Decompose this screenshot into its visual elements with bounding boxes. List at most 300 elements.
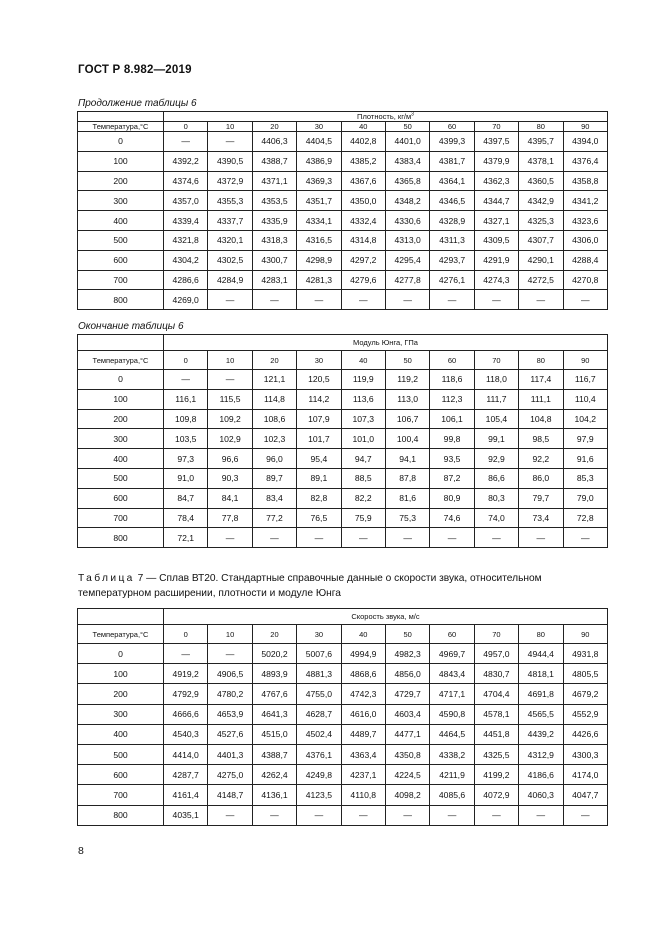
value-cell: 4287,7	[164, 765, 208, 785]
column-header: 30	[297, 122, 341, 132]
column-header: 90	[563, 351, 607, 370]
value-cell: 90,3	[208, 468, 252, 488]
value-cell: 4211,9	[430, 765, 474, 785]
value-cell: 83,4	[252, 488, 296, 508]
density-table	[77, 111, 608, 310]
value-cell: 97,9	[563, 429, 607, 449]
column-header: 70	[474, 351, 518, 370]
value-cell: —	[297, 290, 341, 310]
value-cell: 4401,3	[208, 744, 252, 764]
value-cell: 4399,3	[430, 132, 474, 152]
group-header-row	[78, 335, 608, 351]
value-cell: —	[297, 805, 341, 825]
column-header: 90	[563, 625, 607, 644]
value-cell: —	[164, 370, 208, 390]
value-cell: 4274,3	[474, 270, 518, 290]
value-cell: —	[385, 290, 429, 310]
value-cell: 99,8	[430, 429, 474, 449]
value-cell: 93,5	[430, 449, 474, 469]
value-cell: 104,8	[519, 409, 563, 429]
value-cell: 92,9	[474, 449, 518, 469]
value-cell: 4325,3	[519, 211, 563, 231]
value-cell: 74,6	[430, 508, 474, 528]
value-cell: 4818,1	[519, 664, 563, 684]
value-cell: 4628,7	[297, 704, 341, 724]
value-cell: 4199,2	[474, 765, 518, 785]
value-cell: 4527,6	[208, 724, 252, 744]
value-cell: 75,9	[341, 508, 385, 528]
value-cell: 4780,2	[208, 684, 252, 704]
value-cell: 4342,9	[519, 191, 563, 211]
table-row	[78, 290, 608, 310]
value-cell: 4337,7	[208, 211, 252, 231]
column-header: 40	[341, 122, 385, 132]
value-cell: 106,1	[430, 409, 474, 429]
value-cell: 4379,9	[474, 151, 518, 171]
value-cell: 121,1	[252, 370, 296, 390]
temperature-cell: 500	[78, 468, 164, 488]
value-cell: —	[208, 370, 252, 390]
value-cell: 4350,8	[385, 744, 429, 764]
value-cell: 86,0	[519, 468, 563, 488]
value-cell: 4350,0	[341, 191, 385, 211]
value-cell: 4856,0	[385, 664, 429, 684]
value-cell: 94,1	[385, 449, 429, 469]
table-row	[78, 250, 608, 270]
value-cell: 108,6	[252, 409, 296, 429]
group-header	[164, 112, 608, 122]
value-cell: 104,2	[563, 409, 607, 429]
column-header: 50	[385, 122, 429, 132]
table-row	[78, 704, 608, 724]
value-cell: 96,6	[208, 449, 252, 469]
value-cell: 4276,1	[430, 270, 474, 290]
value-cell: 76,5	[297, 508, 341, 528]
value-cell: 5020,2	[252, 644, 296, 664]
column-header: 10	[208, 351, 252, 370]
value-cell: 4388,7	[252, 744, 296, 764]
value-cell: 5007,6	[297, 644, 341, 664]
value-cell: 4717,1	[430, 684, 474, 704]
column-header: 60	[430, 351, 474, 370]
value-cell: 4306,0	[563, 230, 607, 250]
table-row	[78, 270, 608, 290]
value-cell: 91,0	[164, 468, 208, 488]
value-cell: 87,8	[385, 468, 429, 488]
value-cell: 4060,3	[519, 785, 563, 805]
column-header: 70	[474, 625, 518, 644]
value-cell: 4085,6	[430, 785, 474, 805]
temperature-cell: 600	[78, 765, 164, 785]
temperature-cell: 0	[78, 132, 164, 152]
value-cell: 4281,3	[297, 270, 341, 290]
value-cell: 92,2	[519, 449, 563, 469]
value-cell: 86,6	[474, 468, 518, 488]
value-cell: —	[385, 805, 429, 825]
value-cell: 74,0	[474, 508, 518, 528]
value-cell: —	[252, 528, 296, 548]
value-cell: 111,1	[519, 389, 563, 409]
value-cell: 73,4	[519, 508, 563, 528]
column-header-row	[78, 625, 608, 644]
value-cell: 4386,9	[297, 151, 341, 171]
value-cell: 4341,2	[563, 191, 607, 211]
table-row	[78, 230, 608, 250]
value-cell: 4298,9	[297, 250, 341, 270]
table-row	[78, 191, 608, 211]
temperature-cell: 0	[78, 370, 164, 390]
column-header: 20	[252, 351, 296, 370]
value-cell: 4464,5	[430, 724, 474, 744]
value-cell: 4489,7	[341, 724, 385, 744]
value-cell: 4110,8	[341, 785, 385, 805]
column-header: 60	[430, 625, 474, 644]
value-cell: 4047,7	[563, 785, 607, 805]
value-cell: 4297,2	[341, 250, 385, 270]
value-cell: 4293,7	[430, 250, 474, 270]
column-header: 40	[341, 625, 385, 644]
column-header: 70	[474, 122, 518, 132]
value-cell: 4362,3	[474, 171, 518, 191]
table-row	[78, 211, 608, 231]
temperature-cell: 800	[78, 290, 164, 310]
value-cell: 4994,9	[341, 644, 385, 664]
temperature-cell: 700	[78, 508, 164, 528]
value-cell: 107,3	[341, 409, 385, 429]
value-cell: —	[341, 290, 385, 310]
value-cell: 94,7	[341, 449, 385, 469]
table-row	[78, 449, 608, 469]
value-cell: —	[208, 805, 252, 825]
value-cell: 4578,1	[474, 704, 518, 724]
value-cell: 4314,8	[341, 230, 385, 250]
table-row	[78, 644, 608, 664]
value-cell: 4376,1	[297, 744, 341, 764]
table-row	[78, 171, 608, 191]
value-cell: 119,2	[385, 370, 429, 390]
sound-speed-table	[77, 608, 608, 826]
value-cell: 4295,4	[385, 250, 429, 270]
value-cell: 119,9	[341, 370, 385, 390]
column-header-row	[78, 122, 608, 132]
value-cell: 4590,8	[430, 704, 474, 724]
table-row	[78, 805, 608, 825]
value-cell: 4679,2	[563, 684, 607, 704]
value-cell: 91,6	[563, 449, 607, 469]
value-cell: 4332,4	[341, 211, 385, 231]
value-cell: 4277,8	[385, 270, 429, 290]
value-cell: 114,2	[297, 389, 341, 409]
temperature-cell: 800	[78, 805, 164, 825]
value-cell: 4320,1	[208, 230, 252, 250]
value-cell: 118,6	[430, 370, 474, 390]
value-cell: —	[341, 805, 385, 825]
value-cell: 4098,2	[385, 785, 429, 805]
temperature-cell: 200	[78, 684, 164, 704]
value-cell: 4742,3	[341, 684, 385, 704]
value-cell: 4397,5	[474, 132, 518, 152]
column-header: 0	[164, 625, 208, 644]
value-cell: 4284,9	[208, 270, 252, 290]
value-cell: 4339,4	[164, 211, 208, 231]
value-cell: —	[252, 805, 296, 825]
page-number: 8	[78, 845, 84, 857]
table-row	[78, 132, 608, 152]
value-cell: —	[519, 528, 563, 548]
value-cell: —	[563, 528, 607, 548]
value-cell: 105,4	[474, 409, 518, 429]
column-header: 10	[208, 122, 252, 132]
temperature-cell: 400	[78, 724, 164, 744]
value-cell: —	[430, 805, 474, 825]
table3-title-number: 7	[137, 573, 144, 584]
value-cell: 4540,3	[164, 724, 208, 744]
value-cell: 72,8	[563, 508, 607, 528]
value-cell: 4291,9	[474, 250, 518, 270]
value-cell: 4311,3	[430, 230, 474, 250]
table-row	[78, 724, 608, 744]
youngs-modulus-table	[77, 334, 608, 548]
document-header: ГОСТ Р 8.982—2019	[78, 64, 192, 76]
value-cell: 111,7	[474, 389, 518, 409]
value-cell: 4390,5	[208, 151, 252, 171]
value-cell: 4307,7	[519, 230, 563, 250]
value-cell: 4369,3	[297, 171, 341, 191]
value-cell: 4338,2	[430, 744, 474, 764]
value-cell: 4186,6	[519, 765, 563, 785]
value-cell: 4357,0	[164, 191, 208, 211]
value-cell: 4348,2	[385, 191, 429, 211]
value-cell: 4327,1	[474, 211, 518, 231]
group-header-label: Скорость звука, м/с	[351, 612, 420, 621]
value-cell: 98,5	[519, 429, 563, 449]
value-cell: 82,8	[297, 488, 341, 508]
column-header: 50	[385, 625, 429, 644]
value-cell: 4792,9	[164, 684, 208, 704]
value-cell: 4123,5	[297, 785, 341, 805]
value-cell: —	[474, 805, 518, 825]
value-cell: 4868,6	[341, 664, 385, 684]
value-cell: 4072,9	[474, 785, 518, 805]
value-cell: 4395,7	[519, 132, 563, 152]
value-cell: 89,7	[252, 468, 296, 488]
empty-corner-cell	[78, 112, 164, 122]
value-cell: 114,8	[252, 389, 296, 409]
table-row	[78, 151, 608, 171]
value-cell: 4279,6	[341, 270, 385, 290]
value-cell: 4323,6	[563, 211, 607, 231]
value-cell: 4272,5	[519, 270, 563, 290]
value-cell: —	[297, 528, 341, 548]
table3-title-text: — Сплав ВТ20. Стандартные справочные данные о скорости звука, относительном температурном расширении, плотности и модуле Юнга	[78, 573, 542, 599]
value-cell: 4300,7	[252, 250, 296, 270]
group-header-row	[78, 112, 608, 122]
group-header-row	[78, 609, 608, 625]
value-cell: 97,3	[164, 449, 208, 469]
temperature-cell: 400	[78, 449, 164, 469]
value-cell: 4262,4	[252, 765, 296, 785]
table-row	[78, 468, 608, 488]
value-cell: 4148,7	[208, 785, 252, 805]
value-cell: 4919,2	[164, 664, 208, 684]
value-cell: 4316,5	[297, 230, 341, 250]
group-header	[164, 609, 608, 625]
table-row	[78, 429, 608, 449]
temperature-cell: 700	[78, 785, 164, 805]
value-cell: 113,6	[341, 389, 385, 409]
column-header: 90	[563, 122, 607, 132]
value-cell: 109,8	[164, 409, 208, 429]
value-cell: 4237,1	[341, 765, 385, 785]
value-cell: 4843,4	[430, 664, 474, 684]
temperature-cell: 600	[78, 488, 164, 508]
value-cell: 4355,3	[208, 191, 252, 211]
value-cell: 4881,3	[297, 664, 341, 684]
value-cell: 4515,0	[252, 724, 296, 744]
value-cell: 4358,8	[563, 171, 607, 191]
value-cell: 4381,7	[430, 151, 474, 171]
value-cell: —	[208, 132, 252, 152]
value-cell: 84,1	[208, 488, 252, 508]
table-row	[78, 684, 608, 704]
table-row	[78, 508, 608, 528]
value-cell: 95,4	[297, 449, 341, 469]
group-header-label: Плотность, кг/м	[357, 112, 412, 121]
value-cell: —	[341, 528, 385, 548]
value-cell: 4312,9	[519, 744, 563, 764]
value-cell: 4290,1	[519, 250, 563, 270]
column-header: 30	[297, 625, 341, 644]
value-cell: 85,3	[563, 468, 607, 488]
table-row	[78, 744, 608, 764]
value-cell: —	[164, 132, 208, 152]
value-cell: 4365,8	[385, 171, 429, 191]
value-cell: 101,7	[297, 429, 341, 449]
value-cell: —	[430, 528, 474, 548]
value-cell: 100,4	[385, 429, 429, 449]
column-header: 10	[208, 625, 252, 644]
temperature-cell: 500	[78, 744, 164, 764]
value-cell: 115,5	[208, 389, 252, 409]
value-cell: —	[208, 644, 252, 664]
value-cell: 4691,8	[519, 684, 563, 704]
value-cell: 4309,5	[474, 230, 518, 250]
temperature-cell: 300	[78, 429, 164, 449]
value-cell: 75,3	[385, 508, 429, 528]
value-cell: 77,8	[208, 508, 252, 528]
value-cell: 89,1	[297, 468, 341, 488]
table-row	[78, 664, 608, 684]
temperature-cell: 100	[78, 664, 164, 684]
value-cell: 4302,5	[208, 250, 252, 270]
value-cell: 4931,8	[563, 644, 607, 664]
value-cell: 4328,9	[430, 211, 474, 231]
value-cell: 72,1	[164, 528, 208, 548]
value-cell: 4353,5	[252, 191, 296, 211]
temperature-cell: 0	[78, 644, 164, 664]
value-cell: 4653,9	[208, 704, 252, 724]
value-cell: —	[563, 290, 607, 310]
unit-superscript: 3	[411, 111, 414, 118]
value-cell: —	[208, 528, 252, 548]
value-cell: 4283,1	[252, 270, 296, 290]
value-cell: 4161,4	[164, 785, 208, 805]
temperature-cell: 400	[78, 211, 164, 231]
value-cell: 4704,4	[474, 684, 518, 704]
table1-caption: Продолжение таблицы 6	[78, 98, 197, 109]
value-cell: 4270,8	[563, 270, 607, 290]
value-cell: 4371,1	[252, 171, 296, 191]
table-row	[78, 370, 608, 390]
value-cell: 4982,3	[385, 644, 429, 664]
value-cell: 4957,0	[474, 644, 518, 664]
group-header	[164, 335, 608, 351]
temperature-cell: 800	[78, 528, 164, 548]
table-row	[78, 765, 608, 785]
value-cell: 4414,0	[164, 744, 208, 764]
value-cell: —	[385, 528, 429, 548]
value-cell: 4363,4	[341, 744, 385, 764]
value-cell: 4502,4	[297, 724, 341, 744]
value-cell: 99,1	[474, 429, 518, 449]
value-cell: 4269,0	[164, 290, 208, 310]
value-cell: 116,1	[164, 389, 208, 409]
value-cell: 4426,6	[563, 724, 607, 744]
value-cell: 81,6	[385, 488, 429, 508]
column-header: 50	[385, 351, 429, 370]
column-header: 30	[297, 351, 341, 370]
value-cell: 78,4	[164, 508, 208, 528]
column-header: 0	[164, 122, 208, 132]
value-cell: 96,0	[252, 449, 296, 469]
empty-corner-cell	[78, 609, 164, 625]
value-cell: 102,3	[252, 429, 296, 449]
value-cell: 116,7	[563, 370, 607, 390]
temperature-cell: 200	[78, 171, 164, 191]
value-cell: 80,3	[474, 488, 518, 508]
temperature-cell: 100	[78, 389, 164, 409]
value-cell: 4401,0	[385, 132, 429, 152]
column-header: 80	[519, 351, 563, 370]
value-cell: 103,5	[164, 429, 208, 449]
value-cell: 107,9	[297, 409, 341, 429]
value-cell: 4755,0	[297, 684, 341, 704]
value-cell: 4334,1	[297, 211, 341, 231]
value-cell: 4729,7	[385, 684, 429, 704]
temperature-cell: 600	[78, 250, 164, 270]
value-cell: 4394,0	[563, 132, 607, 152]
column-header: 0	[164, 351, 208, 370]
value-cell: 4805,5	[563, 664, 607, 684]
value-cell: 102,9	[208, 429, 252, 449]
value-cell: 4351,7	[297, 191, 341, 211]
value-cell: 4603,4	[385, 704, 429, 724]
value-cell: 4300,3	[563, 744, 607, 764]
value-cell: 4767,6	[252, 684, 296, 704]
value-cell: —	[208, 290, 252, 310]
column-header: 80	[519, 625, 563, 644]
value-cell: 4364,1	[430, 171, 474, 191]
value-cell: 4136,1	[252, 785, 296, 805]
table2-caption: Окончание таблицы 6	[78, 321, 184, 332]
value-cell: 4288,4	[563, 250, 607, 270]
value-cell: —	[164, 644, 208, 664]
temperature-cell: 500	[78, 230, 164, 250]
value-cell: 118,0	[474, 370, 518, 390]
value-cell: 4385,2	[341, 151, 385, 171]
column-header: 20	[252, 625, 296, 644]
value-cell: 4404,5	[297, 132, 341, 152]
